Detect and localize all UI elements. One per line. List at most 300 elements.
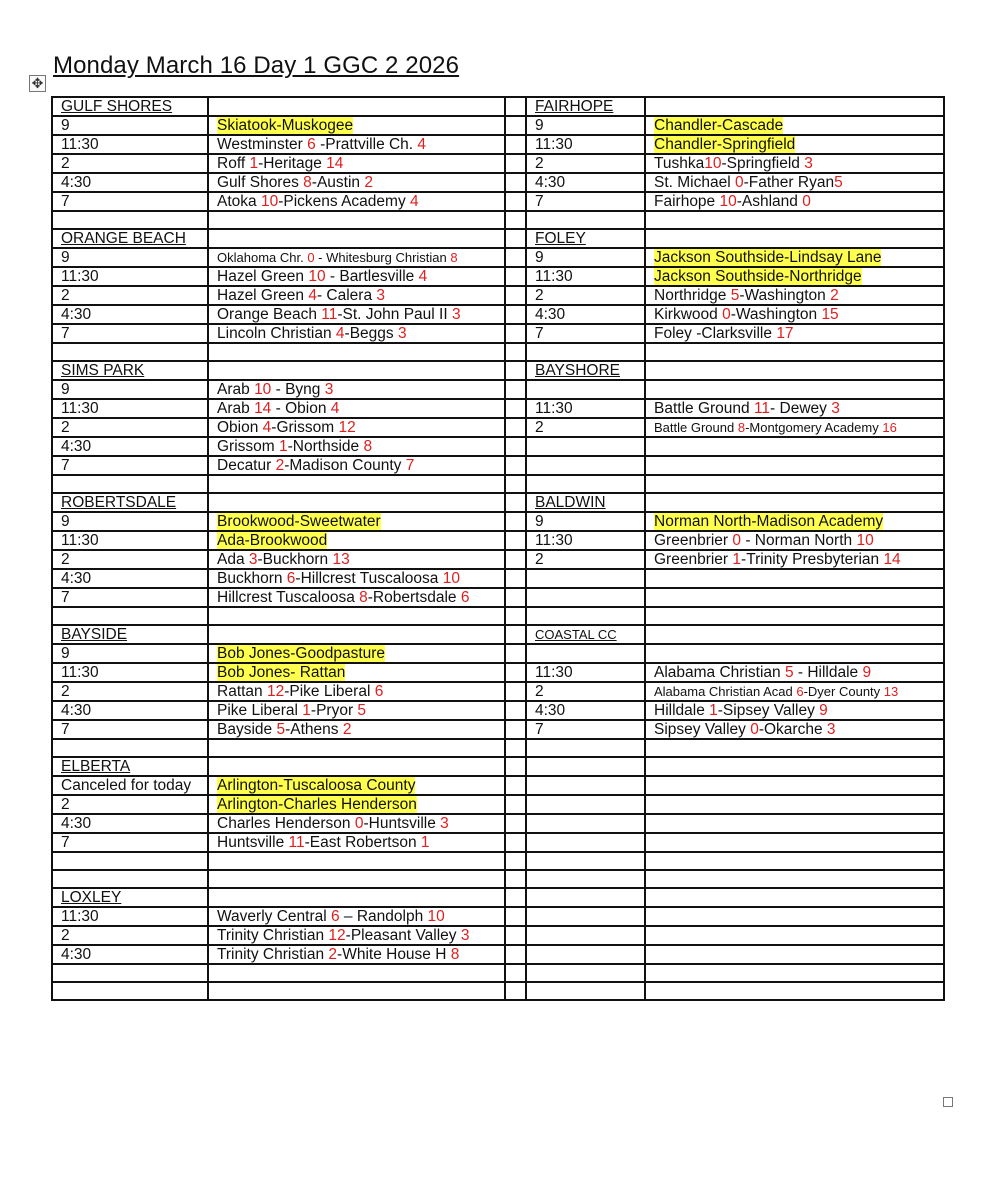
game-text bbox=[217, 306, 461, 323]
blank-cell bbox=[645, 475, 944, 493]
game-row bbox=[52, 380, 944, 399]
time-cell bbox=[526, 795, 645, 814]
time-cell: 9 bbox=[52, 380, 208, 399]
blank-cell bbox=[645, 888, 944, 907]
game-cell bbox=[645, 437, 944, 456]
team-text: Chandler-Cascade bbox=[654, 117, 784, 134]
team-text: Gulf Shores bbox=[217, 174, 304, 191]
score: 13 bbox=[883, 684, 899, 699]
game-cell bbox=[645, 456, 944, 475]
game-cell bbox=[208, 399, 505, 418]
score: 12 bbox=[328, 927, 346, 944]
game-cell bbox=[208, 926, 505, 945]
team-text: -Heritage bbox=[258, 155, 327, 172]
blank-cell bbox=[52, 211, 208, 229]
game-cell bbox=[208, 907, 505, 926]
time-cell: 4:30 bbox=[526, 305, 645, 324]
time-cell bbox=[526, 926, 645, 945]
blank-cell bbox=[526, 607, 645, 625]
venue-name bbox=[526, 888, 645, 907]
game-cell bbox=[645, 569, 944, 588]
score: 4 bbox=[335, 325, 345, 342]
blank-cell bbox=[505, 211, 526, 229]
team-text: -East Robertson bbox=[304, 834, 421, 851]
score: 3 bbox=[460, 927, 470, 944]
score: 11 bbox=[321, 306, 338, 323]
score: 6 bbox=[374, 683, 384, 700]
venue-name bbox=[52, 625, 208, 644]
score: 4 bbox=[262, 419, 272, 436]
time-cell: 2 bbox=[52, 286, 208, 305]
time-cell: 9 bbox=[526, 248, 645, 267]
game-text bbox=[217, 287, 385, 304]
game-text bbox=[217, 174, 373, 191]
game-text bbox=[217, 908, 445, 925]
score: 5 bbox=[357, 702, 367, 719]
blank-cell bbox=[505, 380, 526, 399]
team-text: -Ashland bbox=[736, 193, 803, 210]
team-text: - Hilldale bbox=[793, 664, 863, 681]
team-text: -Pike Liberal bbox=[284, 683, 375, 700]
blank-cell bbox=[505, 267, 526, 286]
venue-name-left: GULF SHORES bbox=[61, 98, 173, 115]
game-row bbox=[52, 833, 944, 852]
game-row bbox=[52, 286, 944, 305]
blank-cell bbox=[505, 286, 526, 305]
blank-cell bbox=[208, 97, 505, 116]
game-text bbox=[654, 193, 811, 210]
time-cell bbox=[526, 814, 645, 833]
score: 6 bbox=[460, 589, 470, 606]
team-text: - Norman North bbox=[741, 532, 857, 549]
time-cell bbox=[526, 569, 645, 588]
game-text bbox=[217, 721, 351, 738]
time-cell: 4:30 bbox=[52, 305, 208, 324]
game-row bbox=[52, 776, 944, 795]
blank-cell bbox=[526, 852, 645, 870]
team-text: Arlington-Charles Henderson bbox=[217, 796, 417, 813]
game-row bbox=[52, 701, 944, 720]
table-resize-handle-icon[interactable] bbox=[943, 1097, 953, 1107]
blank-cell bbox=[52, 739, 208, 757]
team-text: Rattan bbox=[217, 683, 267, 700]
team-text: Bob Jones-Goodpasture bbox=[217, 645, 386, 662]
score: 0 bbox=[732, 532, 742, 549]
game-text bbox=[654, 268, 862, 285]
time-cell: 11:30 bbox=[52, 907, 208, 926]
blank-cell bbox=[505, 757, 526, 776]
team-text: - Dewey bbox=[770, 400, 832, 417]
page-title: Monday March 16 Day 1 GGC 2 2026 bbox=[53, 52, 460, 79]
time-cell: 4:30 bbox=[52, 437, 208, 456]
team-text: -Madison County bbox=[284, 457, 406, 474]
game-text bbox=[654, 551, 901, 568]
blank-cell bbox=[645, 757, 944, 776]
table-move-handle-icon[interactable]: ✥ bbox=[29, 75, 46, 92]
game-text bbox=[217, 645, 385, 662]
team-text: -Dyer County bbox=[803, 684, 884, 699]
venue-header-row bbox=[52, 888, 944, 907]
venue-header-row bbox=[52, 97, 944, 116]
game-cell bbox=[645, 588, 944, 607]
venue-header-row bbox=[52, 361, 944, 380]
blank-cell bbox=[505, 720, 526, 739]
blank-cell bbox=[526, 982, 645, 1000]
game-cell bbox=[645, 399, 944, 418]
score: 1 bbox=[302, 702, 311, 719]
game-text bbox=[654, 117, 783, 134]
venue-header-row bbox=[52, 229, 944, 248]
time-cell: 2 bbox=[52, 926, 208, 945]
game-cell bbox=[645, 531, 944, 550]
blank-cell bbox=[505, 324, 526, 343]
game-row bbox=[52, 663, 944, 682]
blank-cell bbox=[505, 116, 526, 135]
game-row bbox=[52, 437, 944, 456]
blank-cell bbox=[505, 701, 526, 720]
team-text: -Washington bbox=[739, 287, 831, 304]
time-cell: 7 bbox=[526, 192, 645, 211]
game-text bbox=[217, 777, 415, 794]
time-cell bbox=[526, 380, 645, 399]
schedule-body bbox=[52, 97, 944, 1000]
blank-cell bbox=[505, 569, 526, 588]
game-cell bbox=[645, 720, 944, 739]
game-text bbox=[654, 532, 874, 549]
team-text: Battle Ground bbox=[654, 400, 754, 417]
time-cell: 2 bbox=[52, 795, 208, 814]
blank-row bbox=[52, 343, 944, 361]
venue-name bbox=[526, 361, 645, 380]
game-row bbox=[52, 945, 944, 964]
team-text: -Robertsdale bbox=[367, 589, 461, 606]
team-text: Pike Liberal bbox=[217, 702, 303, 719]
score: 3 bbox=[804, 155, 813, 172]
time-cell: 4:30 bbox=[52, 701, 208, 720]
game-cell bbox=[645, 701, 944, 720]
game-row bbox=[52, 926, 944, 945]
game-cell bbox=[645, 286, 944, 305]
team-text: -St. John Paul II bbox=[337, 306, 452, 323]
team-text: Lincoln Christian bbox=[217, 325, 336, 342]
team-text: Waverly Central bbox=[217, 908, 331, 925]
blank-cell bbox=[208, 607, 505, 625]
score: 8 bbox=[359, 589, 368, 606]
score: 1 bbox=[249, 155, 259, 172]
game-row bbox=[52, 192, 944, 211]
blank-cell bbox=[505, 361, 526, 380]
game-cell bbox=[645, 663, 944, 682]
game-cell bbox=[208, 173, 505, 192]
time-cell: 9 bbox=[52, 644, 208, 663]
team-text: Northridge bbox=[654, 287, 731, 304]
game-cell bbox=[208, 116, 505, 135]
blank-cell bbox=[52, 852, 208, 870]
game-row bbox=[52, 305, 944, 324]
team-text: Huntsville bbox=[217, 834, 289, 851]
score: 8 bbox=[303, 174, 312, 191]
game-text bbox=[217, 268, 427, 285]
team-text: Hazel Green bbox=[217, 268, 309, 285]
blank-cell bbox=[505, 833, 526, 852]
venue-name-left: SIMS PARK bbox=[61, 362, 145, 379]
game-text bbox=[217, 589, 469, 606]
game-row bbox=[52, 907, 944, 926]
blank-cell bbox=[505, 588, 526, 607]
team-text: -Prattville Ch. bbox=[315, 136, 418, 153]
game-cell bbox=[645, 154, 944, 173]
blank-cell bbox=[505, 907, 526, 926]
game-cell bbox=[645, 945, 944, 964]
venue-name bbox=[526, 625, 645, 644]
team-text: Brookwood-Sweetwater bbox=[217, 513, 381, 530]
game-cell bbox=[208, 663, 505, 682]
game-cell bbox=[645, 776, 944, 795]
score: 3 bbox=[397, 325, 407, 342]
blank-cell bbox=[645, 343, 944, 361]
game-cell bbox=[645, 814, 944, 833]
game-text bbox=[217, 532, 327, 549]
game-text bbox=[217, 381, 333, 398]
time-cell: 11:30 bbox=[52, 399, 208, 418]
blank-cell bbox=[208, 757, 505, 776]
team-text: Alabama Christian Acad bbox=[654, 684, 797, 699]
blank-cell bbox=[505, 795, 526, 814]
game-text bbox=[654, 684, 898, 699]
blank-cell bbox=[208, 739, 505, 757]
game-row bbox=[52, 154, 944, 173]
team-text: Westminster bbox=[217, 136, 308, 153]
team-text: Atoka bbox=[217, 193, 261, 210]
team-text: -Austin bbox=[311, 174, 365, 191]
team-text: Charles Henderson bbox=[217, 815, 355, 832]
game-cell bbox=[208, 418, 505, 437]
blank-cell bbox=[505, 814, 526, 833]
score: 14 bbox=[326, 155, 344, 172]
blank-cell bbox=[505, 852, 526, 870]
score: 10 bbox=[427, 908, 445, 925]
team-text: Hilldale bbox=[654, 702, 710, 719]
team-text: Sipsey Valley bbox=[654, 721, 751, 738]
game-cell bbox=[645, 324, 944, 343]
venue-name bbox=[526, 757, 645, 776]
game-row bbox=[52, 135, 944, 154]
score: 1 bbox=[279, 438, 288, 455]
score: 10 bbox=[719, 193, 737, 210]
blank-cell bbox=[52, 343, 208, 361]
score: 0 bbox=[307, 250, 315, 265]
score: 8 bbox=[450, 250, 458, 265]
game-text bbox=[217, 419, 356, 436]
blank-cell bbox=[505, 493, 526, 512]
team-text: Obion bbox=[217, 419, 263, 436]
time-cell: 11:30 bbox=[526, 267, 645, 286]
game-cell bbox=[645, 418, 944, 437]
schedule-table bbox=[51, 96, 945, 1001]
score: 16 bbox=[882, 420, 897, 435]
venue-name-right: BAYSHORE bbox=[535, 362, 620, 379]
score: 2 bbox=[275, 457, 285, 474]
venue-header-row bbox=[52, 625, 944, 644]
game-cell bbox=[645, 267, 944, 286]
team-text: Decatur bbox=[217, 457, 276, 474]
blank-cell bbox=[505, 888, 526, 907]
game-text bbox=[217, 834, 430, 851]
score: 3 bbox=[831, 400, 840, 417]
time-cell: 7 bbox=[52, 456, 208, 475]
team-text: Roff bbox=[217, 155, 250, 172]
team-text: Orange Beach bbox=[217, 306, 322, 323]
venue-name bbox=[526, 229, 645, 248]
score: 2 bbox=[830, 287, 839, 304]
blank-cell bbox=[505, 531, 526, 550]
blank-row bbox=[52, 870, 944, 888]
game-text bbox=[217, 400, 339, 417]
blank-cell bbox=[505, 550, 526, 569]
blank-cell bbox=[526, 343, 645, 361]
team-text: -White House H bbox=[337, 946, 451, 963]
score: 13 bbox=[332, 551, 350, 568]
team-text: -Northside bbox=[287, 438, 364, 455]
time-cell: 9 bbox=[52, 116, 208, 135]
score: 9 bbox=[819, 702, 828, 719]
blank-row bbox=[52, 607, 944, 625]
blank-cell bbox=[505, 456, 526, 475]
game-row bbox=[52, 682, 944, 701]
game-text bbox=[217, 457, 414, 474]
time-cell: 2 bbox=[52, 418, 208, 437]
blank-cell bbox=[645, 870, 944, 888]
blank-cell bbox=[208, 625, 505, 644]
game-text bbox=[654, 174, 843, 191]
blank-cell bbox=[645, 964, 944, 982]
score: 0 bbox=[802, 193, 811, 210]
team-text: -Beggs bbox=[344, 325, 398, 342]
time-cell: 11:30 bbox=[526, 663, 645, 682]
game-row bbox=[52, 116, 944, 135]
game-cell bbox=[208, 701, 505, 720]
game-cell bbox=[645, 907, 944, 926]
score: 3 bbox=[376, 287, 386, 304]
game-text bbox=[217, 946, 459, 963]
blank-cell bbox=[505, 982, 526, 1000]
game-text bbox=[217, 927, 469, 944]
game-cell bbox=[208, 720, 505, 739]
time-cell: 9 bbox=[52, 248, 208, 267]
time-cell: 4:30 bbox=[526, 173, 645, 192]
time-cell: 7 bbox=[52, 833, 208, 852]
team-text: - Calera bbox=[316, 287, 377, 304]
game-cell bbox=[645, 644, 944, 663]
time-cell: 7 bbox=[52, 588, 208, 607]
game-cell bbox=[645, 380, 944, 399]
team-text: Ada bbox=[217, 551, 249, 568]
blank-cell bbox=[505, 739, 526, 757]
venue-name bbox=[52, 97, 208, 116]
score: 6 bbox=[307, 136, 316, 153]
time-cell bbox=[526, 907, 645, 926]
team-text: -Trinity Presbyterian bbox=[741, 551, 884, 568]
venue-name bbox=[52, 229, 208, 248]
team-text: -Pickens Academy bbox=[278, 193, 411, 210]
team-text: Arab bbox=[217, 400, 255, 417]
time-cell bbox=[526, 833, 645, 852]
game-text bbox=[654, 249, 881, 266]
time-cell: 11:30 bbox=[52, 663, 208, 682]
game-row bbox=[52, 550, 944, 569]
score: 10 bbox=[704, 155, 722, 172]
time-cell: 2 bbox=[526, 418, 645, 437]
blank-cell bbox=[52, 982, 208, 1000]
blank-cell bbox=[208, 211, 505, 229]
blank-cell bbox=[505, 229, 526, 248]
venue-name bbox=[52, 361, 208, 380]
time-cell: 11:30 bbox=[526, 399, 645, 418]
game-text bbox=[217, 155, 343, 172]
game-cell bbox=[645, 550, 944, 569]
blank-cell bbox=[645, 852, 944, 870]
blank-cell bbox=[505, 625, 526, 644]
venue-name bbox=[526, 97, 645, 116]
venue-name-right: FAIRHOPE bbox=[535, 98, 614, 115]
time-cell: 9 bbox=[526, 512, 645, 531]
time-cell: 4:30 bbox=[526, 701, 645, 720]
time-cell: 11:30 bbox=[52, 135, 208, 154]
game-text bbox=[654, 664, 871, 681]
blank-cell bbox=[505, 644, 526, 663]
team-text: Norman North-Madison Academy bbox=[654, 513, 884, 530]
score: 7 bbox=[405, 457, 415, 474]
blank-cell bbox=[505, 173, 526, 192]
game-cell bbox=[645, 116, 944, 135]
time-cell bbox=[526, 456, 645, 475]
venue-name-right: COASTAL CC bbox=[535, 627, 617, 642]
team-text: -Montgomery Academy bbox=[745, 420, 883, 435]
time-cell: 9 bbox=[52, 512, 208, 531]
score: 0 bbox=[750, 721, 759, 738]
game-cell bbox=[208, 833, 505, 852]
game-text bbox=[654, 513, 883, 530]
game-cell bbox=[645, 512, 944, 531]
game-cell bbox=[208, 154, 505, 173]
blank-row bbox=[52, 982, 944, 1000]
score: 0 bbox=[354, 815, 364, 832]
venue-name bbox=[52, 888, 208, 907]
score: 5 bbox=[784, 664, 794, 681]
game-text bbox=[654, 702, 828, 719]
blank-cell bbox=[505, 870, 526, 888]
blank-row bbox=[52, 964, 944, 982]
game-text bbox=[654, 400, 840, 417]
blank-cell bbox=[526, 211, 645, 229]
score: 5 bbox=[276, 721, 286, 738]
game-row bbox=[52, 720, 944, 739]
team-text: Alabama Christian bbox=[654, 664, 785, 681]
venue-name-right: FOLEY bbox=[535, 230, 586, 247]
blank-cell bbox=[526, 475, 645, 493]
blank-cell bbox=[505, 437, 526, 456]
blank-cell bbox=[208, 361, 505, 380]
game-cell bbox=[645, 833, 944, 852]
game-cell bbox=[208, 286, 505, 305]
game-cell bbox=[208, 456, 505, 475]
blank-cell bbox=[208, 870, 505, 888]
time-cell: 2 bbox=[52, 550, 208, 569]
time-cell: 2 bbox=[526, 550, 645, 569]
team-text: Fairhope bbox=[654, 193, 720, 210]
blank-row bbox=[52, 475, 944, 493]
blank-cell bbox=[505, 945, 526, 964]
